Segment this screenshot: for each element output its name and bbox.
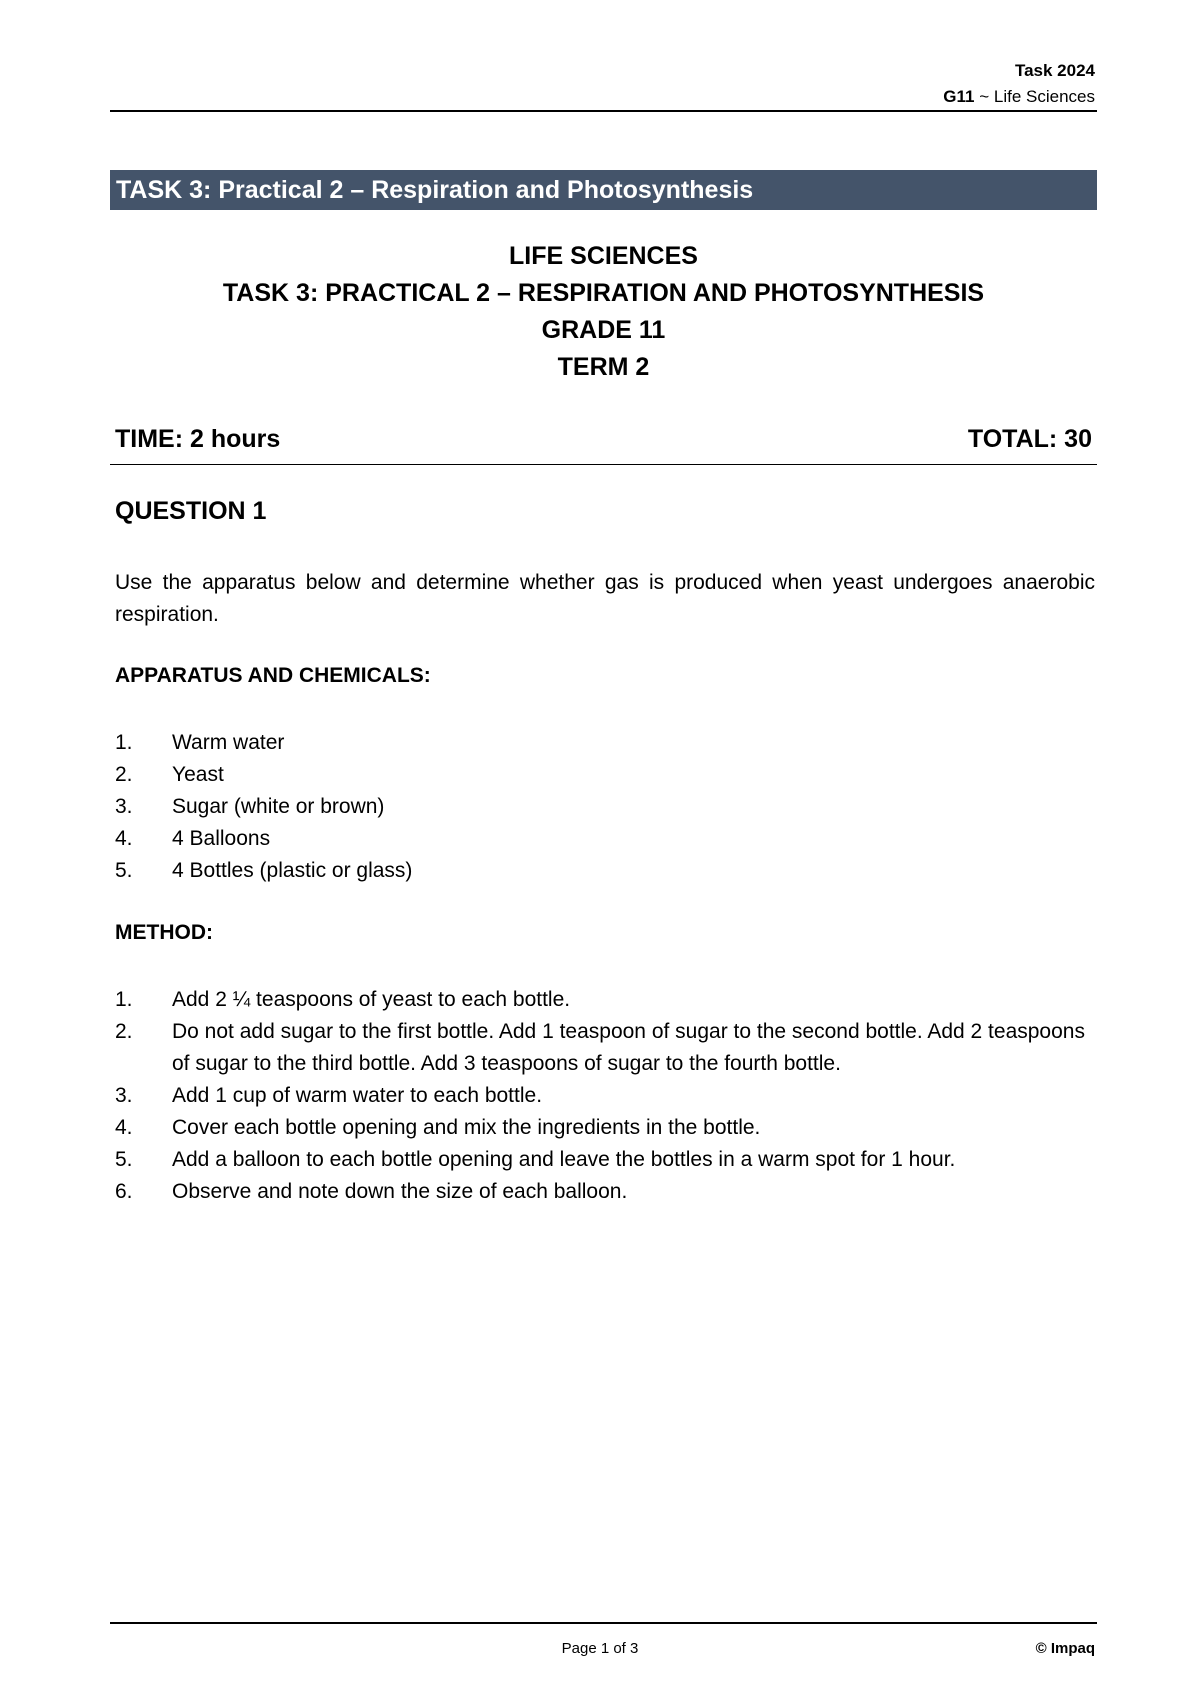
list-item-number: 5. <box>115 1148 133 1171</box>
page-number: Page 1 of 3 <box>561 1640 639 1657</box>
list-item <box>115 791 1095 823</box>
list-item <box>115 1112 1095 1144</box>
list-item <box>115 1176 1095 1208</box>
title-subject: LIFE SCIENCES <box>509 242 698 270</box>
list-item-number: 5. <box>115 859 133 882</box>
list-item-number: 2. <box>115 1020 133 1043</box>
list-item-number: 4. <box>115 827 133 850</box>
time-label: TIME: 2 hours <box>115 425 281 453</box>
header-divider <box>110 110 1097 112</box>
list-item <box>115 855 1095 887</box>
header-grade: G11 <box>943 87 975 106</box>
list-item-text: Add 2 ¼ teaspoons of yeast to each bottle. <box>172 988 571 1011</box>
total-label: TOTAL: 30 <box>967 425 1092 453</box>
list-item-number: 1. <box>115 988 133 1011</box>
list-item <box>115 984 1095 1016</box>
list-item-number: 3. <box>115 795 133 818</box>
list-item-text: Do not add sugar to the first bottle. Add 1 teaspoon of sugar to the second bottle. Add 2 teaspoons of sugar to the third bottle. Add 3 teaspoons of sugar to the fourth bottle. <box>172 1020 1085 1075</box>
list-item <box>115 727 1095 759</box>
list-item-text: 4 Bottles (plastic or glass) <box>172 859 413 882</box>
header-task-year: Task 2024 <box>1014 61 1095 80</box>
method-heading: METHOD: <box>115 921 213 944</box>
list-item-text: Cover each bottle opening and mix the ingredients in the bottle. <box>172 1116 761 1139</box>
list-item-number: 1. <box>115 731 133 754</box>
list-item-text: Add a balloon to each bottle opening and leave the bottles in a warm spot for 1 hour. <box>172 1148 956 1171</box>
list-item-number: 3. <box>115 1084 133 1107</box>
page-header <box>943 58 1095 110</box>
footer-divider <box>110 1622 1097 1624</box>
title-term: TERM 2 <box>557 353 650 381</box>
list-item-text: Observe and note down the size of each balloon. <box>172 1180 628 1203</box>
header-subject <box>943 84 1095 110</box>
header-subject-name: ~ Life Sciences <box>974 87 1095 106</box>
list-item <box>115 759 1095 791</box>
question-heading: QUESTION 1 <box>115 497 267 525</box>
title-grade: GRADE 11 <box>541 316 666 344</box>
apparatus-list <box>115 727 1095 887</box>
list-item-text: Yeast <box>172 763 224 786</box>
list-item <box>115 1144 1095 1176</box>
method-list <box>115 984 1095 1208</box>
time-total-divider <box>110 464 1097 465</box>
list-item-text: Sugar (white or brown) <box>172 795 385 818</box>
list-item <box>115 1016 1095 1080</box>
title-block <box>110 238 1097 386</box>
list-item-number: 4. <box>115 1116 133 1139</box>
list-item-number: 6. <box>115 1180 133 1203</box>
list-item-text: 4 Balloons <box>172 827 271 850</box>
list-item-text: Warm water <box>172 731 285 754</box>
task-banner: TASK 3: Practical 2 – Respiration and Photosynthesis <box>110 170 1097 210</box>
question-intro: Use the apparatus below and determine whether gas is produced when yeast undergoes anaerobic respiration. <box>115 571 1095 626</box>
list-item-text: Add 1 cup of warm water to each bottle. <box>172 1084 543 1107</box>
title-task: TASK 3: PRACTICAL 2 – RESPIRATION AND PHOTOSYNTHESIS <box>222 279 985 307</box>
list-item <box>115 823 1095 855</box>
apparatus-heading: APPARATUS AND CHEMICALS: <box>115 664 431 687</box>
copyright: © Impaq <box>1035 1640 1095 1657</box>
list-item <box>115 1080 1095 1112</box>
list-item-number: 2. <box>115 763 133 786</box>
